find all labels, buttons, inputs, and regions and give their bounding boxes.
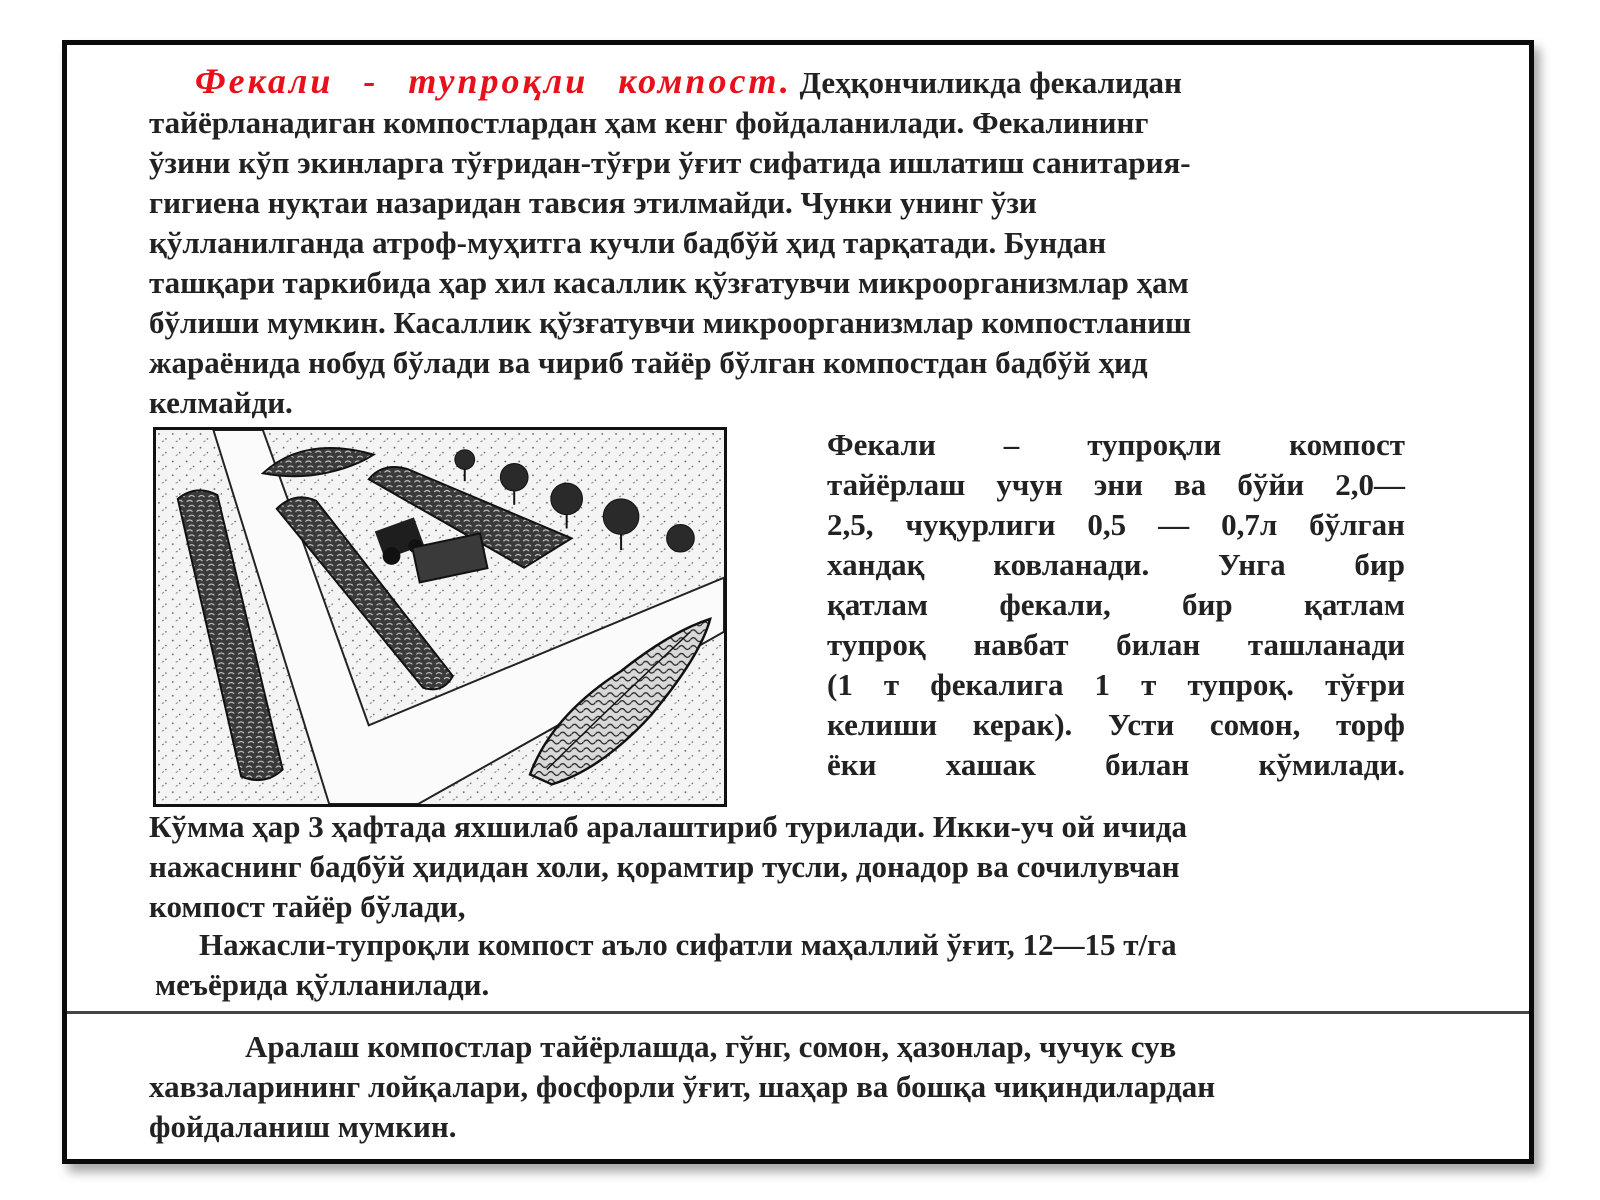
next-line: хавзаларининг лойқалари, фосфорли ўғит, шаҳар ва бошқа чиқиндилардан bbox=[149, 1069, 1216, 1104]
summary-line: меъёрида қўлланилади. bbox=[155, 967, 490, 1002]
section-divider bbox=[67, 1011, 1529, 1014]
summary-paragraph bbox=[149, 925, 1405, 1005]
intro-line: келмайди. bbox=[149, 385, 293, 420]
side-line: 2,5, чуқурлиги 0,5 — 0,7л бўлган bbox=[827, 507, 1405, 542]
summary-line: Нажасли-тупроқли компост аъло сифатли маҳаллий ўғит, 12—15 т/га bbox=[199, 927, 1177, 962]
intro-line: бўлиши мумкин. Касаллик қўзғатувчи микроорганизмлар компостланиш bbox=[149, 305, 1192, 340]
intro-line: жараёнида нобуд бўлади ва чириб тайёр бўлган компостдан бадбўй ҳид bbox=[149, 345, 1148, 380]
after-line: Кўмма ҳар 3 ҳафтада яхшилаб аралаштириб турилади. Икки-уч ой ичида bbox=[149, 809, 1188, 844]
side-line: тупроқ навбат билан ташланади bbox=[827, 627, 1405, 662]
after-line: нажаснинг бадбўй ҳидидан холи, қорамтир тусли, донадор ва сочилувчан bbox=[149, 849, 1180, 884]
side-paragraph bbox=[827, 425, 1405, 785]
intro-paragraph bbox=[149, 61, 1405, 423]
after-line: компост тайёр бўлади, bbox=[149, 889, 466, 924]
side-line: тайёрлаш учун эни ва бўйи 2,0— bbox=[827, 467, 1405, 502]
compost-field-drawing bbox=[156, 430, 724, 804]
side-line: ёки хашак билан кўмилади. bbox=[827, 747, 1405, 782]
compost-pile-illustration bbox=[153, 427, 727, 807]
document-page bbox=[62, 40, 1534, 1164]
side-line: Фекали – тупроқли компост bbox=[827, 427, 1405, 462]
next-line: фойдаланиш мумкин. bbox=[149, 1109, 457, 1144]
side-line: хандақ ковланади. Унга бир bbox=[827, 547, 1405, 582]
side-line: (1 т фекалига 1 т тупроқ. тўғри bbox=[827, 667, 1405, 702]
section-heading: Фекали - тупроқли компост. bbox=[195, 61, 792, 101]
intro-line: гигиена нуқтаи назаридан тавсия этилмайди. Чунки унинг ўзи bbox=[149, 185, 1037, 220]
intro-line: тайёрланадиган компостлардан ҳам кенг фойдаланилади. Фекалининг bbox=[149, 105, 1149, 140]
intro-line: ўзини кўп экинларга тўғридан-тўғри ўғит сифатида ишлатиш санитария- bbox=[149, 145, 1191, 180]
intro-line: қўлланилганда атроф-муҳитга кучли бадбўй ҳид тарқатади. Бундан bbox=[149, 225, 1107, 260]
intro-line: Деҳқончиликда фекалидан bbox=[799, 65, 1182, 100]
side-line: қатлам фекали, бир қатлам bbox=[827, 587, 1405, 622]
intro-line: ташқари таркибида ҳар хил касаллик қўзғатувчи микроорганизмлар ҳам bbox=[149, 265, 1189, 300]
side-line: келиши керак). Усти сомон, торф bbox=[827, 707, 1405, 742]
next-line: Аралаш компостлар тайёрлашда, гўнг, сомон, ҳазонлар, чучук сув bbox=[245, 1029, 1177, 1064]
mixing-paragraph bbox=[149, 807, 1405, 927]
next-section-paragraph bbox=[149, 1027, 1405, 1147]
